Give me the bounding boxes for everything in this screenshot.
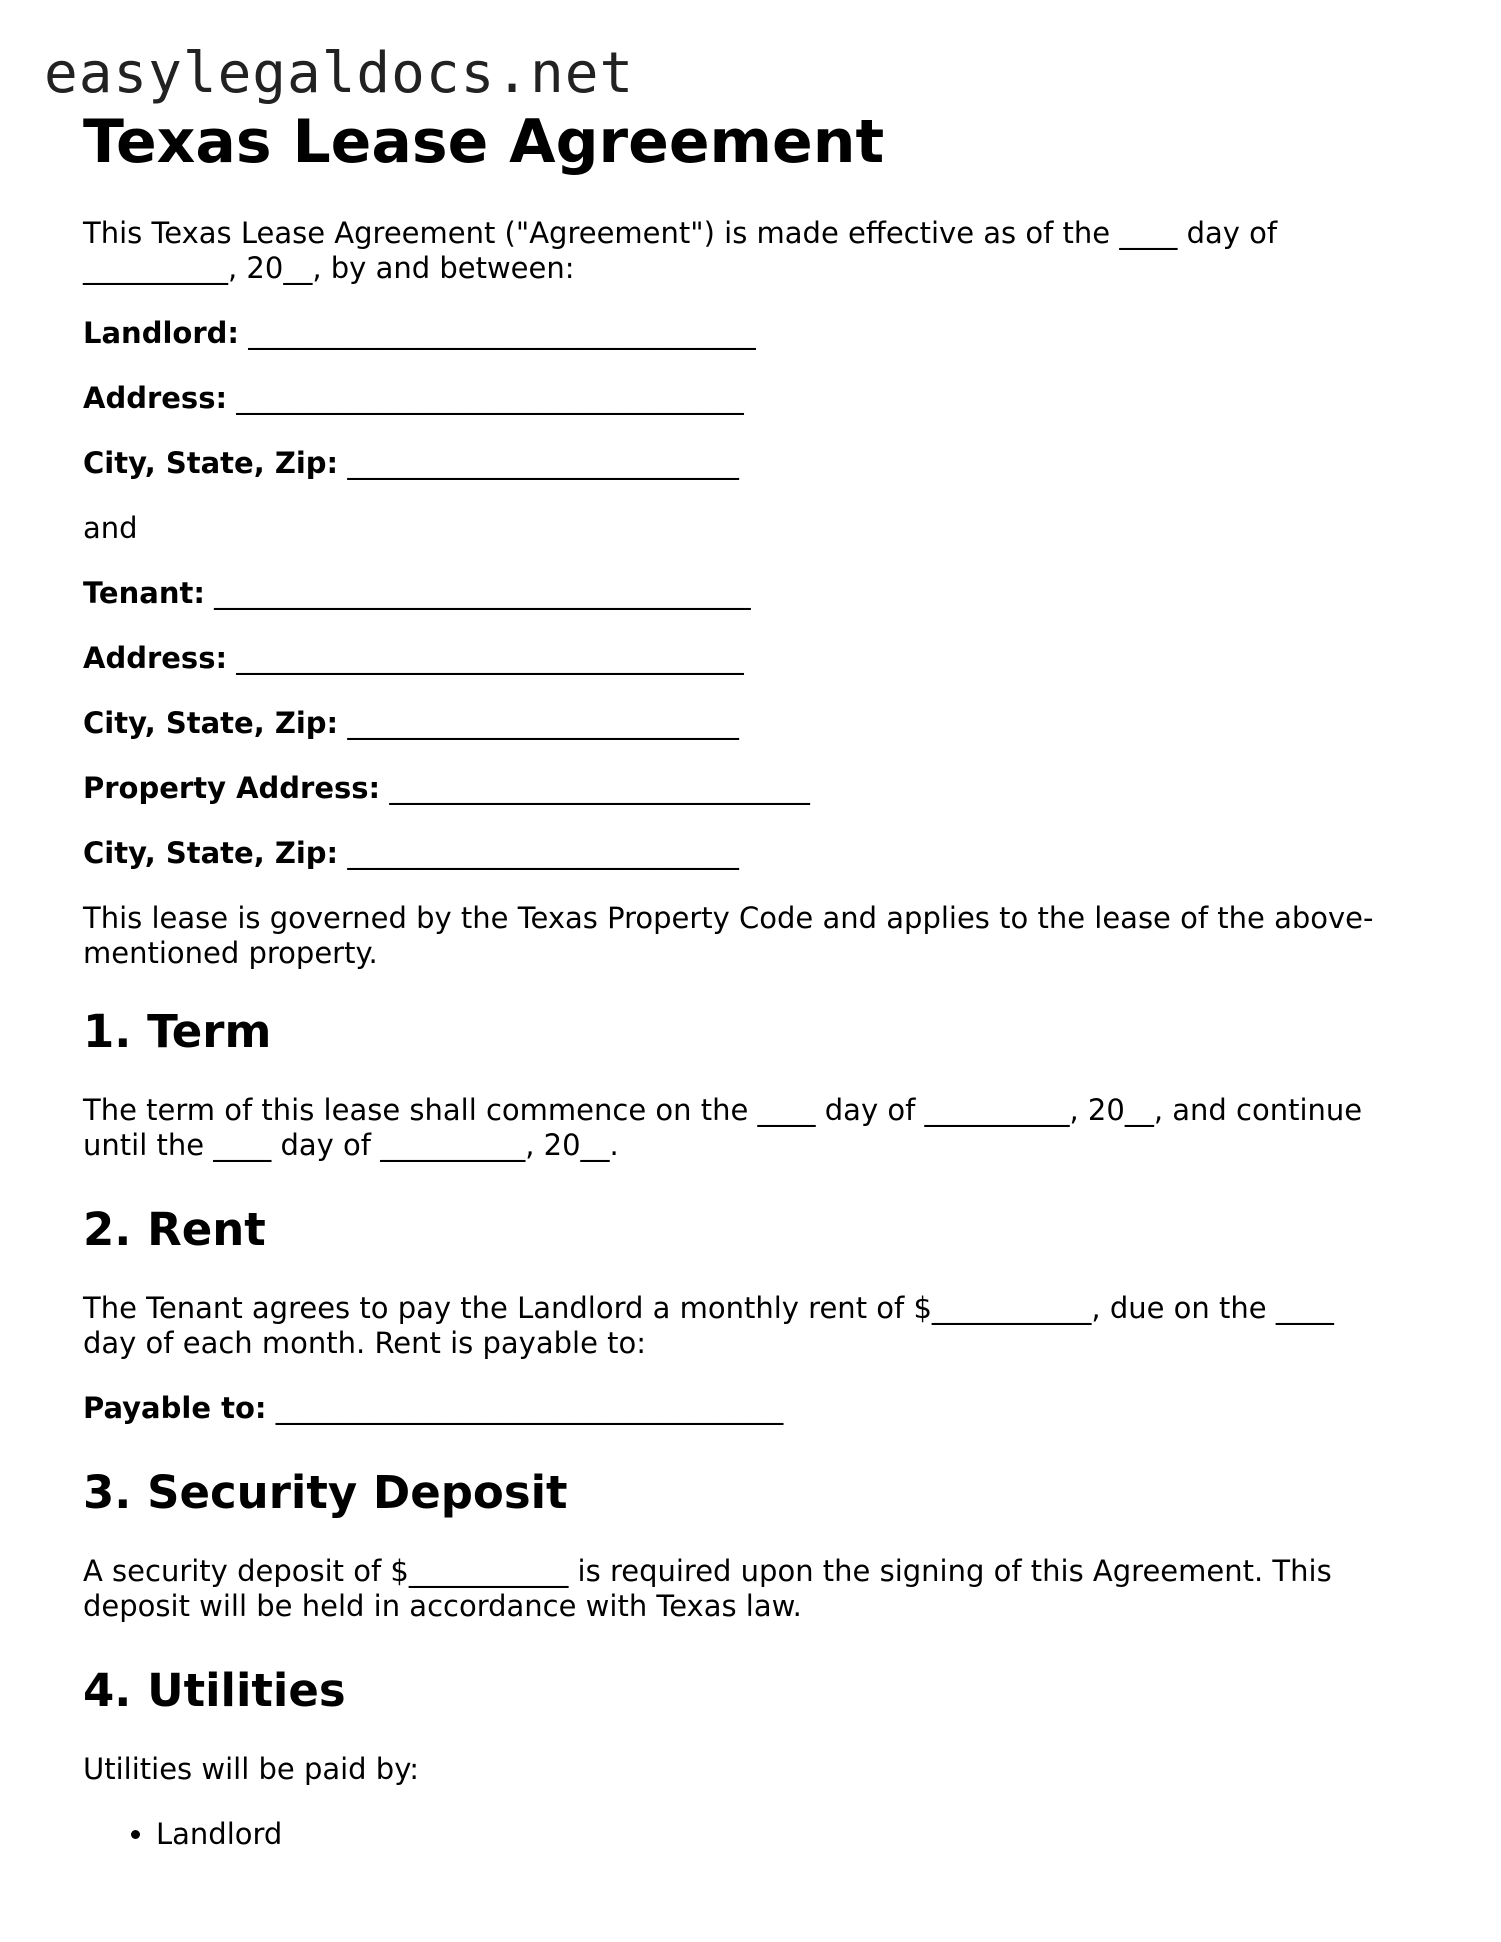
governing-line-1: This lease is governed by the Texas Property Code and applies to the lease of the above- <box>83 901 1374 935</box>
term-heading: 1. Term <box>83 1005 272 1058</box>
tenant-city-field[interactable] <box>83 706 1413 741</box>
term-line-1: The term of this lease shall commence on the ____ day of __________, 20__, and continue <box>83 1093 1363 1127</box>
property-city-label: City, State, Zip: <box>83 836 339 870</box>
term-line-2: until the ____ day of __________, 20__. <box>83 1128 619 1162</box>
landlord-city-label: City, State, Zip: <box>83 446 339 480</box>
deposit-line-1: A security deposit of $___________ is required upon the signing of this Agreement. This <box>83 1554 1332 1588</box>
property-city-field[interactable] <box>83 836 1413 871</box>
utilities-heading: 4. Utilities <box>83 1664 346 1717</box>
security-deposit-heading: 3. Security Deposit <box>83 1466 568 1519</box>
property-address-label: Property Address: <box>83 771 381 805</box>
tenant-city-blank[interactable]: ___________________________ <box>347 706 739 740</box>
payable-to-blank[interactable]: ___________________________________ <box>275 1391 784 1425</box>
security-deposit-paragraph <box>83 1554 1413 1624</box>
property-address-blank[interactable]: _____________________________ <box>389 771 810 805</box>
utilities-paragraph: Utilities will be paid by: <box>83 1752 420 1786</box>
utilities-list <box>83 1817 1413 1852</box>
payable-to-field[interactable] <box>83 1391 1413 1426</box>
rent-heading: 2. Rent <box>83 1203 266 1256</box>
property-city-blank[interactable]: ___________________________ <box>347 836 739 870</box>
intro-paragraph <box>83 216 1413 286</box>
intro-line-1: This Texas Lease Agreement ("Agreement") is made effective as of the ____ day of <box>83 216 1278 250</box>
tenant-address-label: Address: <box>83 641 228 675</box>
landlord-city-field[interactable] <box>83 446 1413 481</box>
property-address-field[interactable] <box>83 771 1413 806</box>
term-paragraph <box>83 1093 1413 1163</box>
governing-line-2: mentioned property. <box>83 936 378 970</box>
tenant-city-label: City, State, Zip: <box>83 706 339 740</box>
rent-line-2: day of each month. Rent is payable to: <box>83 1326 647 1360</box>
governing-paragraph <box>83 901 1413 971</box>
landlord-address-blank[interactable]: ___________________________________ <box>236 381 744 415</box>
payable-to-label: Payable to: <box>83 1391 267 1425</box>
tenant-address-field[interactable] <box>83 641 1413 676</box>
landlord-address-field[interactable] <box>83 381 1413 416</box>
landlord-name-blank[interactable]: ___________________________________ <box>248 316 756 350</box>
deposit-line-2: deposit will be held in accordance with Texas law. <box>83 1589 802 1623</box>
landlord-address-label: Address: <box>83 381 228 415</box>
utilities-option-landlord: • Landlord <box>156 1817 1413 1852</box>
document-body <box>83 106 1413 1852</box>
tenant-name-label: Tenant: <box>83 576 205 610</box>
watermark: easylegaldocs.net <box>44 41 635 106</box>
rent-line-1: The Tenant agrees to pay the Landlord a monthly rent of $___________, due on the ____ <box>83 1291 1334 1325</box>
intro-line-2: __________, 20__, by and between: <box>83 251 575 285</box>
rent-paragraph <box>83 1291 1413 1361</box>
tenant-address-blank[interactable]: ___________________________________ <box>236 641 744 675</box>
tenant-name-field[interactable] <box>83 576 1413 611</box>
landlord-name-label: Landlord: <box>83 316 239 350</box>
landlord-city-blank[interactable]: ___________________________ <box>347 446 739 480</box>
and-text: and <box>83 511 138 545</box>
tenant-name-blank[interactable]: _____________________________________ <box>214 576 751 610</box>
landlord-name-field[interactable] <box>83 316 1413 351</box>
document-title: Texas Lease Agreement <box>83 107 885 177</box>
